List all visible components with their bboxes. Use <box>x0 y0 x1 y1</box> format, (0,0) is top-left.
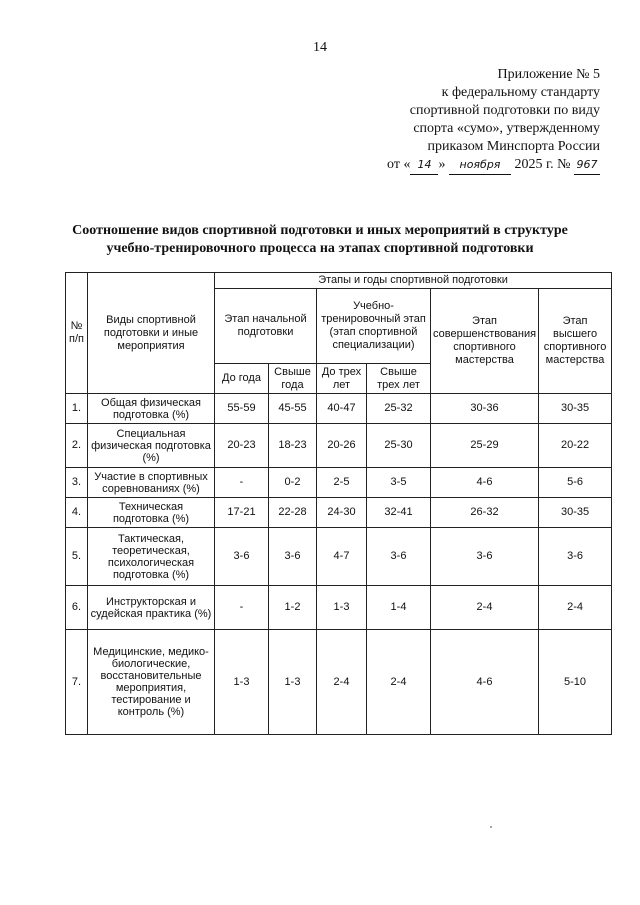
cell-value: 3-6 <box>431 528 539 586</box>
handwritten-day: 14 <box>410 156 438 175</box>
cell-value: 22-28 <box>269 498 317 528</box>
cell-value: 17-21 <box>215 498 269 528</box>
cell-value: 2-4 <box>367 630 431 735</box>
ratio-table <box>65 272 612 735</box>
document-title <box>40 222 600 258</box>
cell-value: 26-32 <box>431 498 539 528</box>
cell-value: 25-30 <box>367 424 431 468</box>
row-name: Инструкторская и судейская практика (%) <box>88 586 215 630</box>
annex-line: к федеральному стандарту <box>441 85 600 100</box>
cell-value: 4-6 <box>431 468 539 498</box>
annex-line: спорта «сумо», утвержденному <box>413 121 600 136</box>
cell-value: 1-4 <box>367 586 431 630</box>
date-mid: » <box>438 157 446 172</box>
cell-value: 30-35 <box>539 394 612 424</box>
cell-value: 5-10 <box>539 630 612 735</box>
cell-value: 4-7 <box>317 528 367 586</box>
header-sub-initial-2: Свыше года <box>269 364 317 394</box>
header-sub-initial-1: До года <box>215 364 269 394</box>
table-row <box>66 630 612 735</box>
title-line: Соотношение видов спортивной подготовки и иных мероприятий в структуре <box>72 223 568 238</box>
row-name: Медицинские, медико-биологические, восстановительные мероприятия, тестирование и контроль (%) <box>88 630 215 735</box>
row-number: 3. <box>66 468 88 498</box>
year-text: 2025 г. № <box>514 157 571 172</box>
row-name: Общая физическая подготовка (%) <box>88 394 215 424</box>
header-kind: Виды спортивной подготовки и иные мероприятия <box>88 273 215 394</box>
cell-value: 3-6 <box>539 528 612 586</box>
cell-value: 55-59 <box>215 394 269 424</box>
cell-value: 30-36 <box>431 394 539 424</box>
row-name: Участие в спортивных соревнованиях (%) <box>88 468 215 498</box>
date-prefix: от « <box>387 157 411 172</box>
table-row <box>66 586 612 630</box>
cell-value: 1-2 <box>269 586 317 630</box>
annex-line: приказом Минспорта России <box>427 139 600 154</box>
cell-value: - <box>215 468 269 498</box>
table-row <box>66 498 612 528</box>
cell-value: 3-6 <box>269 528 317 586</box>
table-row <box>66 394 612 424</box>
cell-value: 3-6 <box>367 528 431 586</box>
page-number: 14 <box>313 40 327 55</box>
cell-value: 3-5 <box>367 468 431 498</box>
row-number: 5. <box>66 528 88 586</box>
cell-value: 1-3 <box>215 630 269 735</box>
handwritten-order-number: 967 <box>574 156 600 175</box>
cell-value: 40-47 <box>317 394 367 424</box>
cell-value: 25-29 <box>431 424 539 468</box>
cell-value: 20-22 <box>539 424 612 468</box>
row-name: Специальная физическая подготовка (%) <box>88 424 215 468</box>
cell-value: 4-6 <box>431 630 539 735</box>
handwritten-month: ноября <box>449 156 511 175</box>
header-stage-training: Учебно-тренировочный этап (этап спортивной специализации) <box>317 289 431 364</box>
cell-value: 2-5 <box>317 468 367 498</box>
cell-value: 32-41 <box>367 498 431 528</box>
cell-value: 2-4 <box>539 586 612 630</box>
row-number: 2. <box>66 424 88 468</box>
row-number: 4. <box>66 498 88 528</box>
header-stages: Этапы и годы спортивной подготовки <box>215 273 612 289</box>
annex-date-line <box>370 156 600 175</box>
table-row <box>66 424 612 468</box>
cell-value: - <box>215 586 269 630</box>
header-stage-initial: Этап начальной подготовки <box>215 289 317 364</box>
cell-value: 45-55 <box>269 394 317 424</box>
row-number: 1. <box>66 394 88 424</box>
header-sub-training-1: До трех лет <box>317 364 367 394</box>
cell-value: 1-3 <box>317 586 367 630</box>
scan-speck <box>490 826 492 828</box>
annex-block <box>370 66 600 175</box>
table-row <box>66 528 612 586</box>
cell-value: 2-4 <box>317 630 367 735</box>
cell-value: 1-3 <box>269 630 317 735</box>
cell-value: 30-35 <box>539 498 612 528</box>
header-stage-highest: Этап высшего спортивного мастерства <box>539 289 612 394</box>
cell-value: 24-30 <box>317 498 367 528</box>
cell-value: 25-32 <box>367 394 431 424</box>
row-number: 7. <box>66 630 88 735</box>
row-number: 6. <box>66 586 88 630</box>
annex-line: спортивной подготовки по виду <box>409 103 600 118</box>
cell-value: 3-6 <box>215 528 269 586</box>
header-stage-improvement: Этап совершенствования спортивного мастерства <box>431 289 539 394</box>
header-num: № п/п <box>66 273 88 394</box>
header-sub-training-2: Свыше трех лет <box>367 364 431 394</box>
cell-value: 5-6 <box>539 468 612 498</box>
cell-value: 18-23 <box>269 424 317 468</box>
cell-value: 20-23 <box>215 424 269 468</box>
annex-line: Приложение № 5 <box>497 67 600 82</box>
cell-value: 2-4 <box>431 586 539 630</box>
row-name: Техническая подготовка (%) <box>88 498 215 528</box>
title-line: учебно-тренировочного процесса на этапах спортивной подготовки <box>106 241 534 256</box>
cell-value: 0-2 <box>269 468 317 498</box>
table-row <box>66 468 612 498</box>
cell-value: 20-26 <box>317 424 367 468</box>
row-name: Тактическая, теоретическая, психологическая подготовка (%) <box>88 528 215 586</box>
